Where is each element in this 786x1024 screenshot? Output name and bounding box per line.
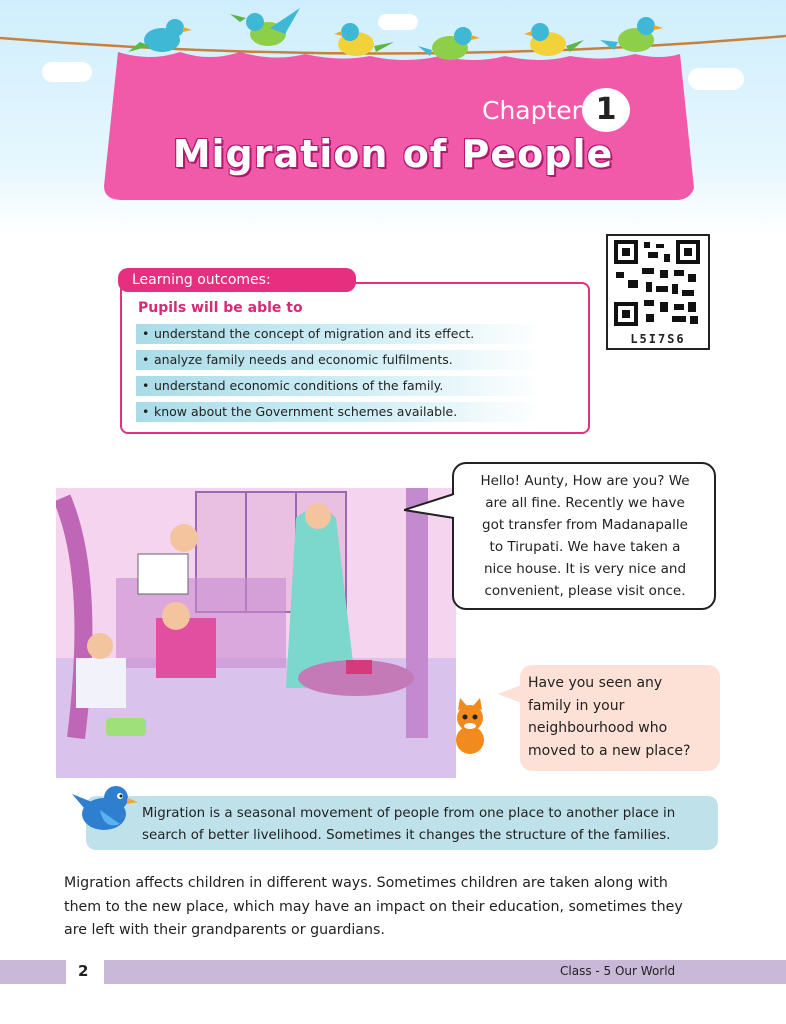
learning-outcomes-intro: Pupils will be able to bbox=[138, 300, 303, 316]
page-number: 2 bbox=[78, 962, 89, 980]
speech-bubble-text: Hello! Aunty, How are you? We are all fine. Recently we have got transfer from Madanapalle to Tirupati. We have taken a nice house. It is very nice and convenient, please visit once. bbox=[480, 473, 690, 599]
question-bubble-text: Have you seen any family in your neighbourhood who moved to a new place? bbox=[528, 675, 691, 759]
cat-illustration bbox=[446, 698, 492, 758]
learning-outcome-item: • understand economic conditions of the family. bbox=[136, 376, 542, 396]
footer-bar-left bbox=[0, 960, 66, 984]
blue-bird-icon bbox=[70, 780, 142, 840]
bird-icon-2 bbox=[230, 8, 300, 46]
qr-code-text: L5I7S6 bbox=[630, 332, 686, 346]
learning-outcome-item: • know about the Government schemes available. bbox=[136, 402, 542, 422]
learning-outcome-item: • understand the concept of migration and its effect. bbox=[136, 324, 542, 344]
question-bubble-tail bbox=[498, 680, 524, 710]
birds-illustration bbox=[0, 0, 786, 80]
bird-icon-6 bbox=[600, 17, 663, 52]
family-scene-illustration bbox=[56, 488, 456, 778]
body-paragraph: Migration affects children in different ways. Sometimes children are taken along with them to the new place, which may have an impact on their education, sometimes they are left with their grandparents or guardians. bbox=[64, 875, 683, 938]
chapter-number: 1 bbox=[582, 88, 630, 132]
footer-bar-right bbox=[104, 960, 786, 984]
bird-icon-3 bbox=[334, 23, 394, 56]
chapter-label: Chapter bbox=[482, 96, 582, 125]
bird-icon-1 bbox=[128, 19, 192, 52]
speech-bubble-tail bbox=[404, 488, 456, 528]
learning-outcome-item: • analyze family needs and economic fulfilments. bbox=[136, 350, 542, 370]
bird-icon-5 bbox=[524, 23, 584, 56]
qr-pattern-icon bbox=[614, 240, 700, 326]
footer-book-title: Class - 5 Our World bbox=[560, 964, 676, 978]
qr-code[interactable] bbox=[606, 234, 710, 350]
definition-text: Migration is a seasonal movement of people from one place to another place in search of better livelihood. Sometimes it changes the structure of the families. bbox=[142, 806, 676, 843]
page-title: Migration of People bbox=[172, 132, 614, 176]
bird-icon-4 bbox=[418, 27, 480, 60]
learning-outcomes-tab: Learning outcomes: bbox=[118, 268, 356, 292]
